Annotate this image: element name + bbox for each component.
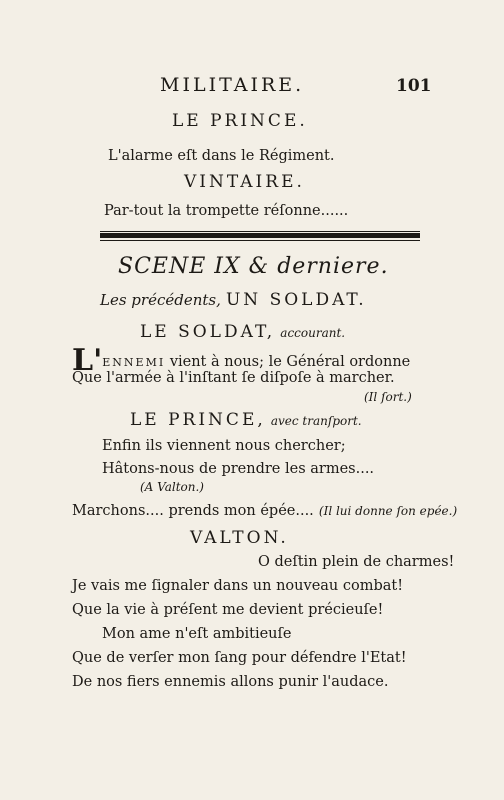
page-number: 101 (396, 76, 432, 96)
dialogue-line: L'alarme eſt dans le Régiment. (108, 148, 335, 164)
stage-direction: (Il lui donne ſon epée.) (318, 504, 458, 518)
speaker-le-soldat-line (140, 322, 345, 342)
soldat-line-2: Que l'armée à l'inſtant ſe diſpoſe à marcher. (72, 370, 395, 386)
stage-direction-exit: (Il ſort.) (364, 390, 412, 404)
valton-line: Que la vie à préſent me devient précieuſe! (72, 602, 384, 618)
stage-direction: avec tranſport. (270, 414, 362, 428)
valton-line: Que de verſer mon ſang pour défendre l'Etat! (72, 650, 407, 666)
valton-line: De nos fiers ennemis allons punir l'audace. (72, 674, 389, 690)
dialogue-line: Par-tout la trompette réſonne...... (104, 203, 349, 219)
valton-line: Je vais me ſignaler dans un nouveau combat! (72, 578, 404, 594)
characters-caps: UN SOLDAT. (225, 290, 367, 310)
speaker-le-prince: LE PRINCE. (172, 111, 308, 131)
stage-direction-aside: (A Valton.) (140, 480, 204, 494)
prince-line-1: Enfin ils viennent nous chercher; (102, 438, 346, 454)
speaker-le-prince-2: LE PRINCE, (130, 410, 266, 430)
speaker-le-prince-line (130, 410, 362, 430)
scene-characters (100, 290, 367, 310)
line-text: Marchons.... prends mon épée.... (72, 503, 314, 519)
running-title: MILITAIRE. (160, 74, 305, 96)
line-text: vient à nous; le Général ordonne (169, 354, 411, 370)
ornamental-divider (100, 231, 420, 241)
first-word: ENNEMI (102, 356, 166, 369)
drop-cap: L' (72, 343, 103, 378)
speaker-valton: VALTON. (190, 528, 289, 548)
valton-line: Mon ame n'eſt ambitieuſe (102, 626, 292, 642)
valton-line: O deſtin plein de charmes! (258, 554, 455, 570)
prince-line-3 (72, 500, 457, 519)
scene-title: SCENE IX & derniere. (118, 254, 389, 279)
characters-italic: Les précédents, (100, 291, 221, 309)
prince-line-2: Hâtons-nous de prendre les armes.... (102, 461, 375, 477)
speaker-vintaire: VINTAIRE. (184, 172, 305, 192)
speaker-le-soldat: LE SOLDAT, (140, 322, 276, 342)
stage-direction: accourant. (280, 326, 346, 340)
